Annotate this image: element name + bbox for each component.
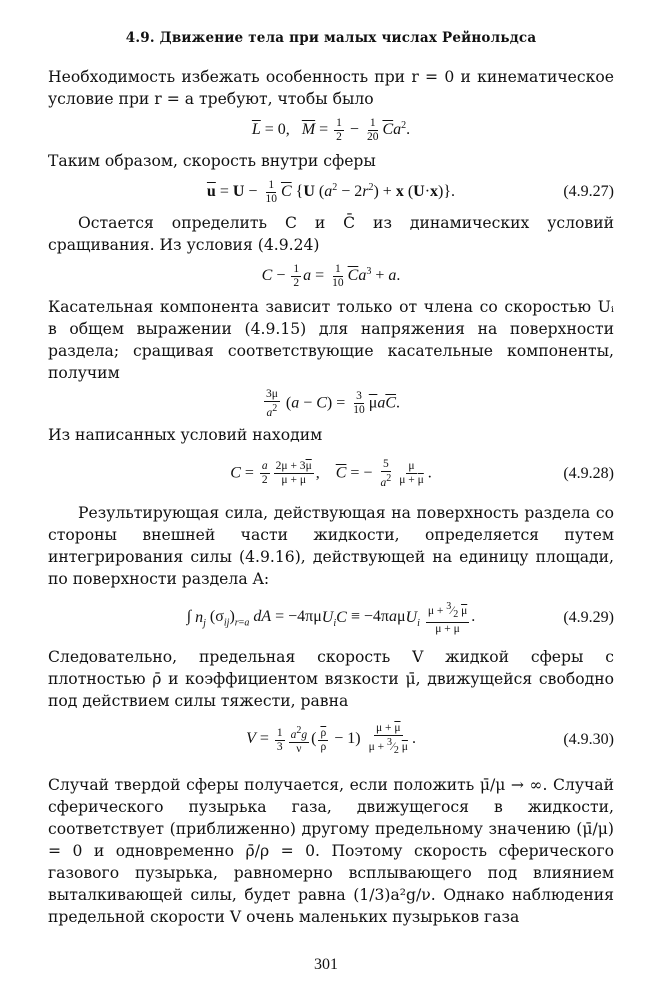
page-number: 301: [314, 956, 338, 973]
paragraph-3: Остается определить C и C̄ из динамических условий сращивания. Из условия (4.9.24): [48, 214, 614, 254]
equation-C-relation: C − $\frac{1}{2}$ a = $\frac{1}{10}$ $\overline{C}a^3 + a$.: [261, 262, 401, 289]
paragraph-4: Касательная компонента зависит только от члена со скоростью Uᵢ в общем выражении (4.9.15) для напряжения на поверхности раздела; сращивая соответствующие касательные компоненты, получим: [48, 298, 614, 382]
paragraph-8: Случай твердой сферы получается, если положить μ̄/μ → ∞. Случай сферического пузырька газа, движущегося в жидкости, соответствует (приближенно) другому предельному значению (μ̄/μ) = 0 и одновременно ρ̄/ρ = 0. Поэтому скорость сферического газового пузырька, равномерно всплывающего под влиянием выталкивающей силы, будет равна (1/3)a²g/ν. Однако наблюдения предельной скорости V очень маленьких пузырьков газа: [48, 776, 614, 926]
paragraph-6: Результирующая сила, действующая на поверхность раздела со стороны внешней части жидкости, определяется путем интегрирования силы (4.9.16), действующей на единицу площади, по поверхности раздела A:: [48, 504, 614, 588]
equation-number: (4.9.29): [563, 609, 614, 626]
paragraph-2: Таким образом, скорость внутри сферы: [48, 152, 376, 170]
equation-number: (4.9.28): [563, 465, 614, 482]
paragraph-7: Следовательно, предельная скорость V жидкой сферы с плотностью ρ̄ и коэффициентом вязкости μ̄, движущейся свободно под действием силы тяжести, равна: [48, 648, 614, 710]
equation-number: (4.9.30): [563, 731, 614, 748]
running-header: 4.9. Движение тела при малых числах Рейнольдса: [125, 30, 537, 46]
paragraph-5: Из написанных условий находим: [48, 426, 323, 444]
equation-L-M: $\overline{L} = 0$, $\overline{M}$ = $\frac{1}{2}$ − $\frac{1}{20}$ $\overline{C}a^2$.: [251, 116, 411, 143]
equation-4-9-27: $\overline{u} = U$ − $\frac{1}{10}$ $\overline{C}$ {U $(a^2 - 2r^2) + x$ (U·x)}. (4.9.27): [206, 178, 614, 205]
page-body: [48, 30, 614, 928]
equation-number: (4.9.27): [563, 183, 614, 200]
equation-tangential: $\frac{3\mu}{a^2}$ (a − C) = $\frac{3}{10}$ $\overline{\mu}a\overline{C}$.: [265, 388, 401, 419]
equation-4-9-28: C = $\frac{a}{2}$ $\frac{2\mu + 3\overline{\mu}}{\mu + \overline{\mu}}$ , $\overline{C}$ = − $\frac{5}{a^2}$ $\frac{\mu}{\mu + \overline{\mu}}$ . (4.9.28): [230, 458, 614, 489]
equation-4-9-29: ∫ $n_j$ $(\sigma_{ij})_{r=a}$ dA = −4πμU$_i$C ≡ −4πaμU$_i$ $\frac{\mu + ^3⁄_2 \overline{\mu}}{\mu + \overline{\mu}}$ . (4.9.29): [186, 601, 614, 635]
equation-4-9-30: V = $\frac{1}{3}$ $\frac{a^2g}{\nu}$ ( $\frac{\overline{\rho}}{\rho}$ − 1) $\frac{\mu + \overline{\mu}}{\mu + ^3⁄_2 \overline{\mu}}$ . (4.9.30): [246, 722, 614, 757]
paragraph-1: Необходимость избежать особенность при r = 0 и кинематическое условие при r = a требуют, чтобы было: [48, 68, 614, 108]
